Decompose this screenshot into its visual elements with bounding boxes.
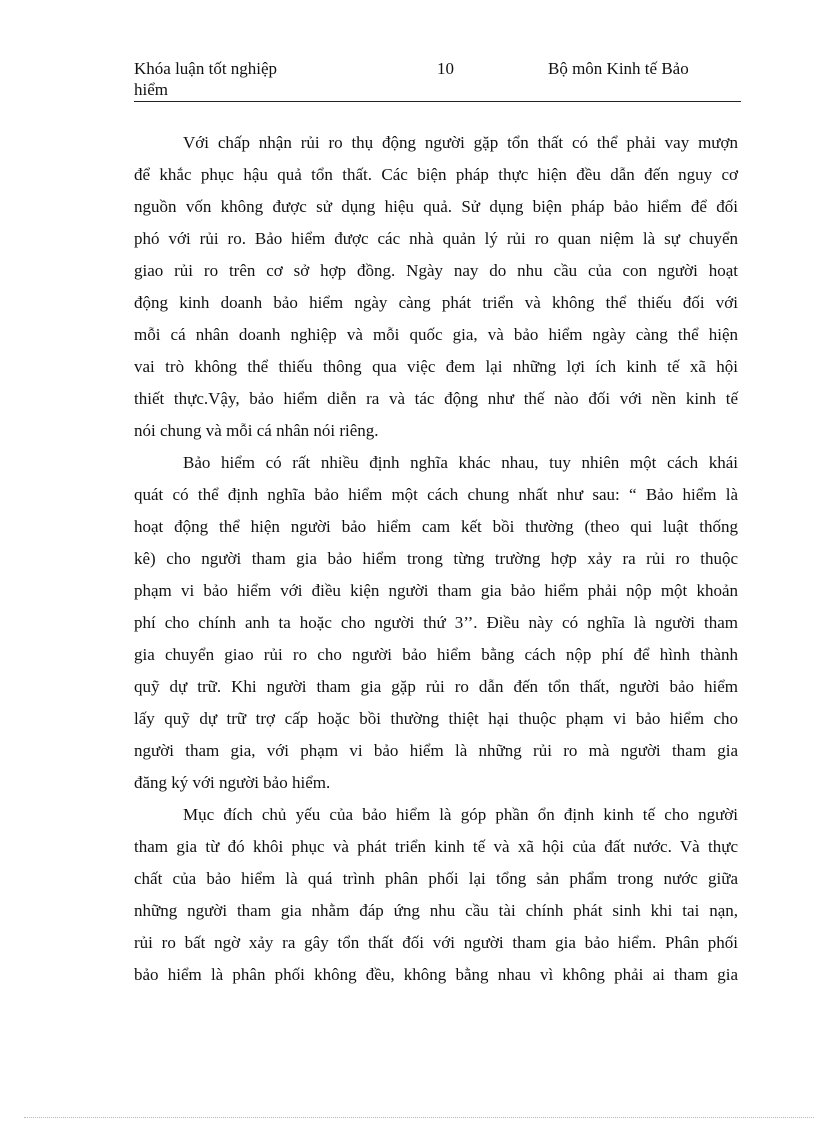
text-line: tham gia từ đó khôi phục và phát triển kinh tế và xã hội của đất nước. Và thực	[134, 837, 738, 856]
text-line: phạm vi bảo hiểm với điều kiện người tham gia bảo hiểm phải nộp một khoản	[134, 581, 738, 600]
paragraph	[134, 799, 738, 991]
text-line: rủi ro bất ngờ xảy ra gây tổn thất đối với người tham gia bảo hiểm. Phân phối	[134, 933, 738, 952]
page-number: 10	[437, 59, 454, 78]
text-line: những người tham gia nhằm đáp ứng nhu cầu tài chính phát sinh khi tai nạn,	[134, 901, 738, 920]
page-header	[134, 58, 741, 102]
text-line: phí cho chính anh ta hoặc cho người thứ 3’’. Điều này có nghĩa là người tham	[134, 613, 738, 632]
text-line: lấy quỹ dự trữ trợ cấp hoặc bồi thường thiệt hại thuộc phạm vi bảo hiểm cho	[134, 709, 738, 728]
text-line: hoạt động thể hiện người bảo hiểm cam kết bồi thường (theo qui luật thống	[134, 517, 738, 536]
text-line: Với chấp nhận rủi ro thụ động người gặp tổn thất có thể phải vay mượn	[183, 133, 738, 152]
paragraph	[134, 447, 738, 799]
text-line: Bảo hiểm có rất nhiều định nghĩa khác nhau, tuy nhiên một cách khái	[183, 453, 738, 472]
text-line: để khắc phục hậu quả tổn thất. Các biện pháp thực hiện đều dẫn đến nguy cơ	[134, 165, 738, 184]
text-line: kê) cho người tham gia bảo hiểm trong từng trường hợp xảy ra rủi ro thuộc	[134, 549, 738, 568]
text-line: vai trò không thể thiếu thông qua việc đem lại những lợi ích kinh tế xã hội	[134, 357, 738, 376]
text-line: phó với rủi ro. Bảo hiểm được các nhà quản lý rủi ro quan niệm là sự chuyển	[134, 229, 738, 248]
text-line: động kinh doanh bảo hiểm ngày càng phát triển và không thể thiếu đối với	[134, 293, 738, 312]
text-line: quỹ dự trữ. Khi người tham gia gặp rủi ro dẫn đến tổn thất, người bảo hiểm	[134, 677, 738, 696]
text-line: quát có thể định nghĩa bảo hiểm một cách chung nhất như sau: “ Bảo hiểm là	[134, 485, 738, 504]
text-line: Mục đích chủ yếu của bảo hiểm là góp phần ổn định kinh tế cho người	[183, 805, 738, 824]
text-line: người tham gia, với phạm vi bảo hiểm là những rủi ro mà người tham gia	[134, 741, 738, 760]
text-line: thiết thực.Vậy, bảo hiểm diễn ra và tác động như thế nào đối với nền kinh tế	[134, 389, 738, 408]
paragraph	[134, 127, 738, 447]
text-line: nói chung và mỗi cá nhân nói riêng.	[134, 421, 379, 440]
header-divider	[134, 101, 741, 102]
page-bottom-border	[24, 1117, 814, 1118]
text-line: mỗi cá nhân doanh nghiệp và mỗi quốc gia, và bảo hiểm ngày càng thể hiện	[134, 325, 738, 344]
text-line: chất của bảo hiểm là quá trình phân phối lại tổng sản phẩm trong nước giữa	[134, 869, 738, 888]
text-line: đăng ký với người bảo hiểm.	[134, 773, 331, 792]
header-department-label-continued: hiểm	[134, 80, 168, 99]
text-line: nguồn vốn không được sử dụng hiệu quả. Sử dụng biện pháp bảo hiểm để đối	[134, 197, 738, 216]
text-line: gia chuyển giao rủi ro cho người bảo hiểm bằng cách nộp phí để hình thành	[134, 645, 738, 664]
text-line: bảo hiểm là phân phối không đều, không bằng nhau vì không phải ai tham gia	[134, 965, 738, 984]
document-body	[134, 127, 738, 991]
text-line: giao rủi ro trên cơ sở hợp đồng. Ngày nay do nhu cầu của con người hoạt	[134, 261, 738, 280]
header-department-label: Bộ môn Kinh tế Bảo	[548, 59, 689, 78]
header-thesis-label: Khóa luận tốt nghiệp	[134, 59, 278, 78]
